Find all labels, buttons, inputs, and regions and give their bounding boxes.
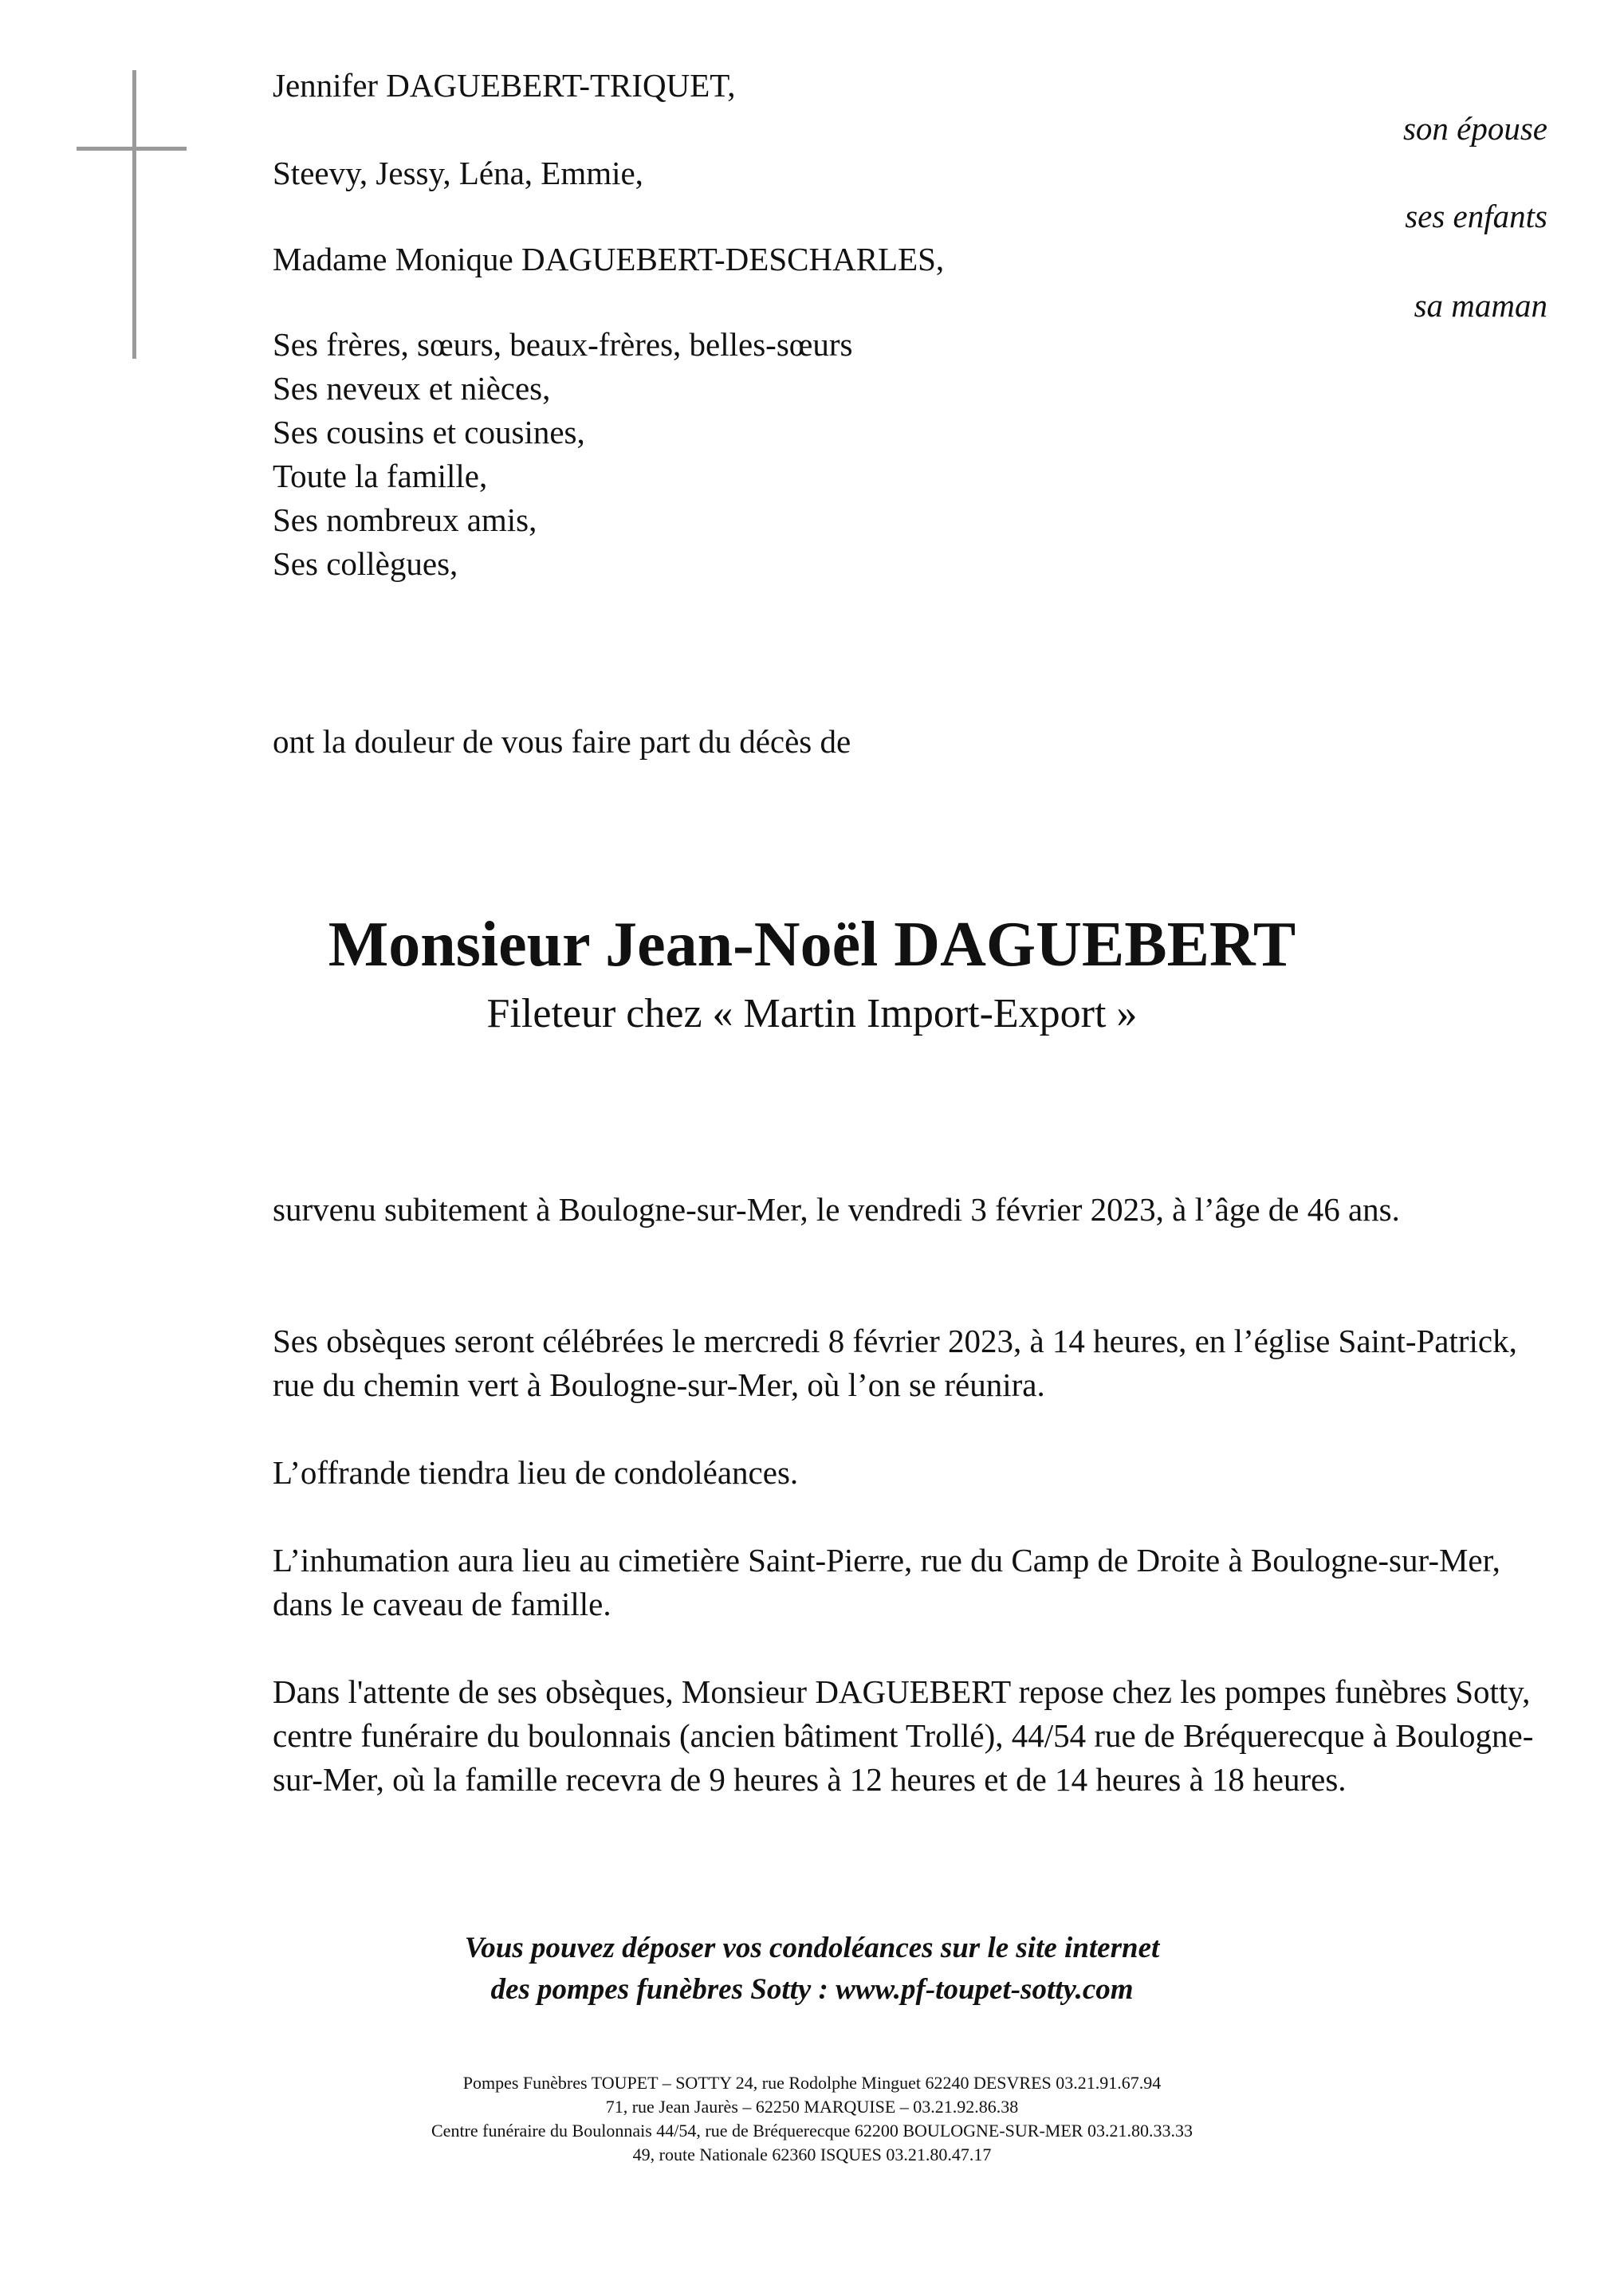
funeral-paragraph: Ses obsèques seront célébrées le mercredi 8 février 2023, à 14 heures, en l’église Saint-Patrick, rue du chemin vert à Boulogne-sur-Mer, où l’on se réunira. — [273, 1323, 1517, 1403]
relatives-item: Ses cousins et cousines, — [273, 414, 585, 450]
deceased-name: Monsieur Jean-Noël DAGUEBERT — [328, 910, 1296, 980]
relatives-item: Ses neveux et nièces, — [273, 370, 551, 407]
spouse-name: Jennifer DAGUEBERT-TRIQUET, — [273, 67, 736, 104]
condolences-line: Vous pouvez déposer vos condoléances sur le site internet — [464, 1932, 1160, 1964]
cross-icon-horizontal — [77, 147, 187, 151]
relatives-item: Toute la famille, — [273, 458, 488, 494]
mother-name: Madame Monique DAGUEBERT-DESCHARLES, — [273, 241, 945, 277]
viewing-paragraph: Dans l'attente de ses obsèques, Monsieur DAGUEBERT repose chez les pompes funèbres Sotty, centre funéraire du boulonnais (ancien bâtiment Trollé), 44/54 rue de Bréquerecque à Boulogne-sur-Mer, où la famille recevra de 9 heures à 12 heures et de 14 heures à 18 heures. — [273, 1673, 1534, 1798]
cross-icon-vertical — [132, 70, 136, 359]
relatives-list — [273, 323, 853, 586]
children-role: ses enfants — [1405, 198, 1547, 234]
footer-line: Centre funéraire du Boulonnais 44/54, rue de Bréquerecque 62200 BOULOGNE-SUR-MER 03.21.80.33.33 — [431, 2121, 1193, 2141]
relatives-item: Ses frères, sœurs, beaux-frères, belles-sœurs — [273, 326, 853, 363]
footer-line: 71, rue Jean Jaurès – 62250 MARQUISE – 03.21.92.86.38 — [605, 2097, 1019, 2117]
condolences-website: des pompes funèbres Sotty : www.pf-toupet-sotty.com — [490, 1973, 1134, 2006]
mother-role: sa maman — [1414, 287, 1547, 324]
offering-paragraph: L’offrande tiendra lieu de condoléances. — [273, 1454, 799, 1491]
footer-line: Pompes Funèbres TOUPET – SOTTY 24, rue Rodolphe Minguet 62240 DESVRES 03.21.91.67.94 — [462, 2073, 1162, 2093]
children-names: Steevy, Jessy, Léna, Emmie, — [273, 155, 643, 191]
spouse-role: son épouse — [1402, 110, 1547, 147]
condolences-notice — [0, 1928, 1624, 2011]
relatives-item: Ses collègues, — [273, 545, 458, 582]
death-paragraph: survenu subitement à Boulogne-sur-Mer, le vendredi 3 février 2023, à l’âge de 46 ans. — [273, 1191, 1400, 1228]
relatives-item: Ses nombreux amis, — [273, 501, 537, 538]
burial-paragraph: L’inhumation aura lieu au cimetière Saint-Pierre, rue du Camp de Droite à Boulogne-sur-Mer, dans le caveau de famille. — [273, 1542, 1500, 1622]
deceased-occupation: Fileteur chez « Martin Import-Export » — [486, 991, 1138, 1036]
footer-line: 49, route Nationale 62360 ISQUES 03.21.80.47.17 — [632, 2145, 992, 2164]
announcement: ont la douleur de vous faire part du décès de — [273, 723, 851, 760]
funeral-home-footer — [0, 2071, 1624, 2167]
